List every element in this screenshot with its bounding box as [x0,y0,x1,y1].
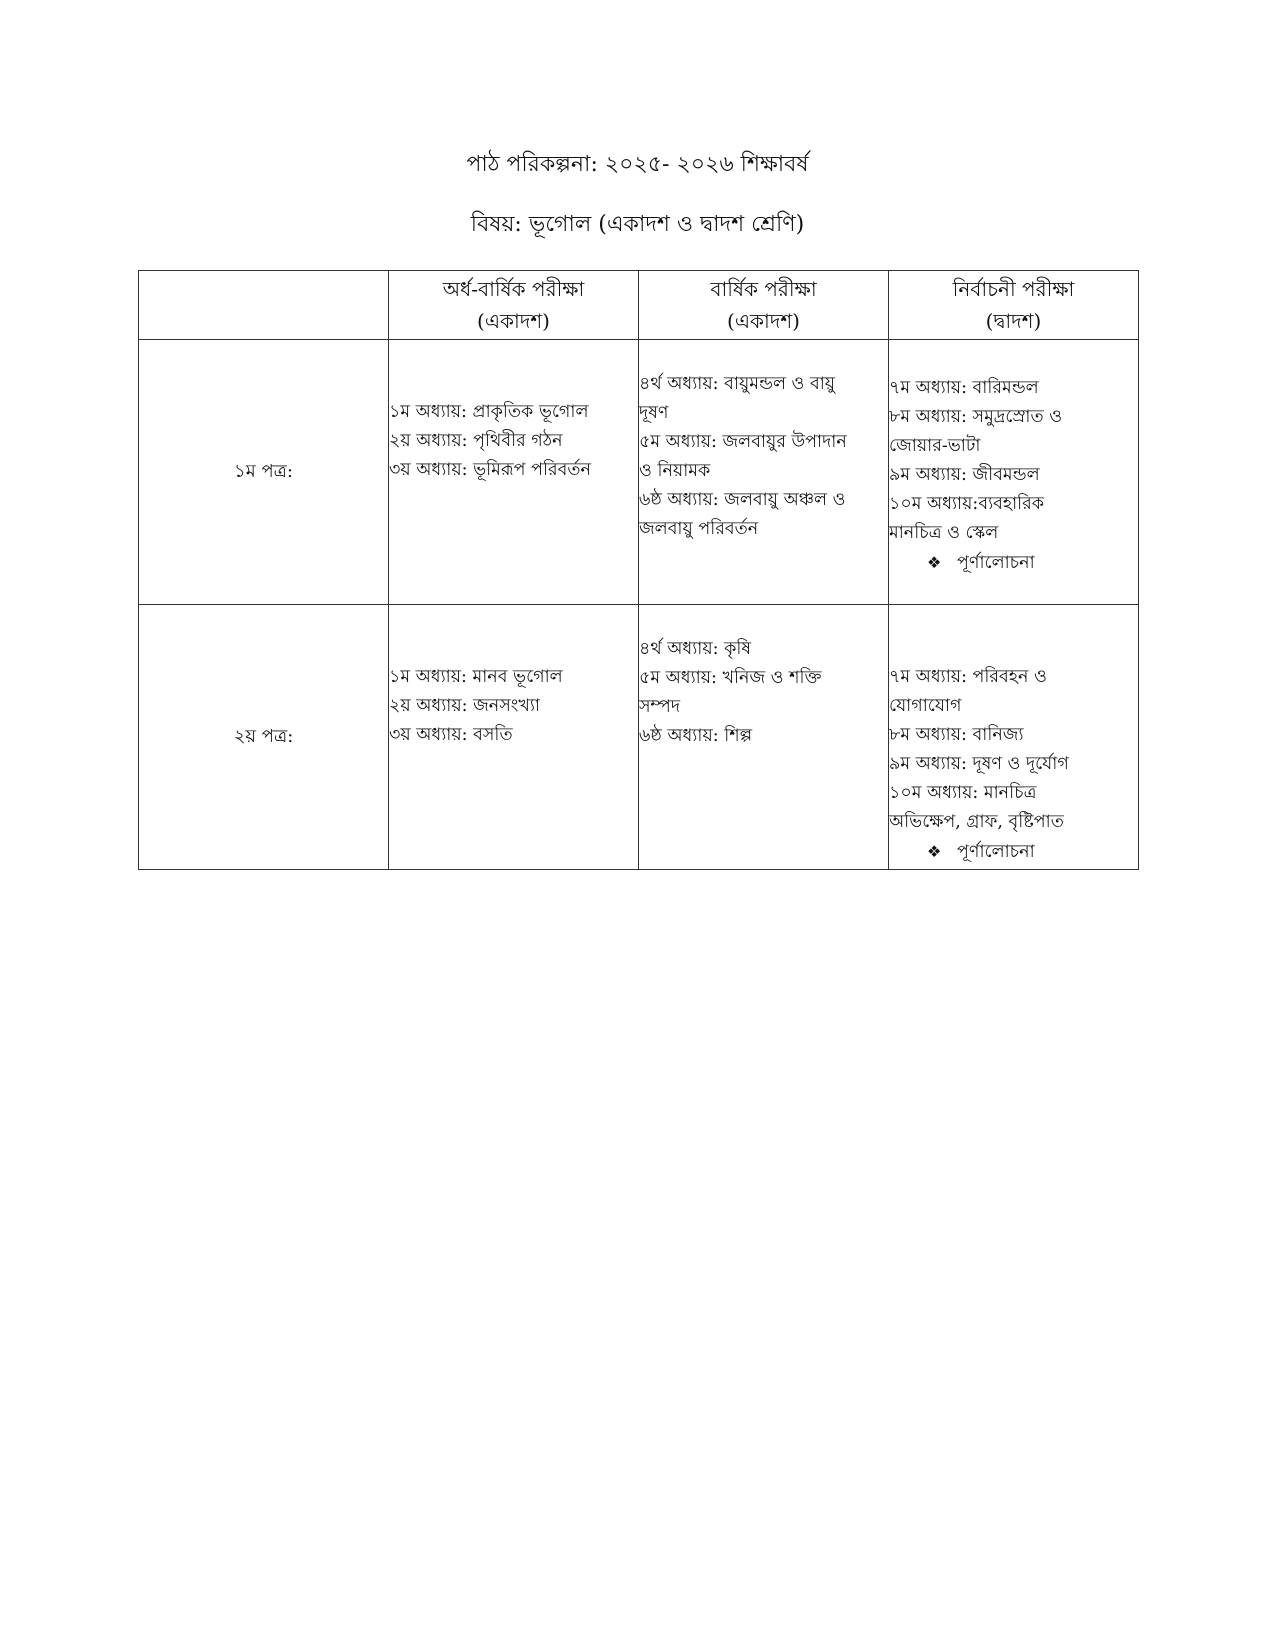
lesson-plan-table [138,270,1139,870]
chapter-line: ২য় অধ্যায়: পৃথিবীর গঠন [389,431,563,451]
chapter-line: জোয়ার-ভাটা [889,436,981,456]
chapter-line: সম্পদ [639,697,681,717]
paper-label: ২য় পত্র: [139,605,389,870]
header-sublabel: (একাদশ) [477,309,550,333]
chapter-line: মানচিত্র ও স্কেল [889,523,999,543]
chapter-line: ৪র্থ অধ্যায়: বায়ুমন্ডল ও বায়ু [639,374,836,394]
chapter-line: ৮ম অধ্যায়: বানিজ্য [889,725,1024,745]
diamond-four-icon: ❖ [927,842,942,861]
selection-cell [889,605,1139,870]
chapter-line: ৬ষ্ঠ অধ্যায়: জলবায়ু অঞ্চল ও [639,490,846,510]
chapter-line: ৭ম অধ্যায়: পরিবহন ও [889,667,1047,687]
header-cell-selection [889,271,1139,340]
half-yearly-cell [389,340,639,605]
chapter-line: দূষণ [639,403,669,423]
selection-cell [889,340,1139,605]
yearly-cell [639,605,889,870]
half-yearly-cell [389,605,639,870]
page-title: পাঠ পরিকল্পনা: ২০২৫- ২০২৬ শিক্ষাবর্ষ [466,152,809,177]
chapter-line: ও নিয়ামক [639,461,711,481]
review-label: পূর্ণালোচনা [957,553,1035,573]
header-label: বার্ষিক পরীক্ষা [710,277,817,301]
paper-label: ১ম পত্র: [139,340,389,605]
diamond-four-icon: ❖ [927,553,942,572]
review-item [889,548,1138,578]
chapter-line: ১০ম অধ্যায়: মানচিত্র [889,783,1037,803]
chapter-line: ১ম অধ্যায়: মানব ভূগোল [389,667,563,687]
chapter-line: জলবায়ু পরিবর্তন [639,519,759,539]
header-label: অর্ধ-বার্ষিক পরীক্ষা [442,277,585,301]
chapter-line: ৮ম অধ্যায়: সমুদ্রস্রোত ও [889,407,1063,427]
chapter-line: ৩য় অধ্যায়: বসতি [389,725,513,745]
chapter-line: অভিক্ষেপ, গ্রাফ, বৃষ্টিপাত [889,812,1064,832]
chapter-line: ১০ম অধ্যায়:ব্যবহারিক [889,494,1045,514]
header-sublabel: (দ্বাদশ) [985,309,1042,333]
chapter-line: ৬ষ্ঠ অধ্যায়: শিল্প [639,726,753,746]
subject-title: বিষয়: ভূগোল (একাদশ ও দ্বাদশ শ্রেণি) [470,212,805,237]
chapter-line: যোগাযোগ [889,696,962,716]
review-item [889,837,1138,867]
chapter-line: ৭ম অধ্যায়: বারিমন্ডল [889,378,1039,398]
chapter-line: ৯ম অধ্যায়: জীবমন্ডল [889,465,1040,485]
chapter-line: ১ম অধ্যায়: প্রাকৃতিক ভূগোল [389,402,589,422]
review-label: পূর্ণালোচনা [957,842,1035,862]
chapter-line: ৪র্থ অধ্যায়: কৃষি [639,639,752,659]
header-cell-half-yearly [389,271,639,340]
table-header-row [139,271,1139,340]
header-cell-blank [139,271,389,340]
header-sublabel: (একাদশ) [727,309,800,333]
header-label: নির্বাচনী পরীক্ষা [952,277,1075,301]
header-cell-yearly [639,271,889,340]
chapter-line: ৫ম অধ্যায়: জলবায়ুর উপাদান [639,432,847,452]
table-row [139,605,1139,870]
chapter-line: ৩য় অধ্যায়: ভূমিরূপ পরিবর্তন [389,460,591,480]
table-row [139,340,1139,605]
yearly-cell [639,340,889,605]
chapter-line: ৯ম অধ্যায়: দূষণ ও দূর্যোগ [889,754,1069,774]
chapter-line: ৫ম অধ্যায়: খনিজ ও শক্তি [639,668,822,688]
chapter-line: ২য় অধ্যায়: জনসংখ্যা [389,696,540,716]
